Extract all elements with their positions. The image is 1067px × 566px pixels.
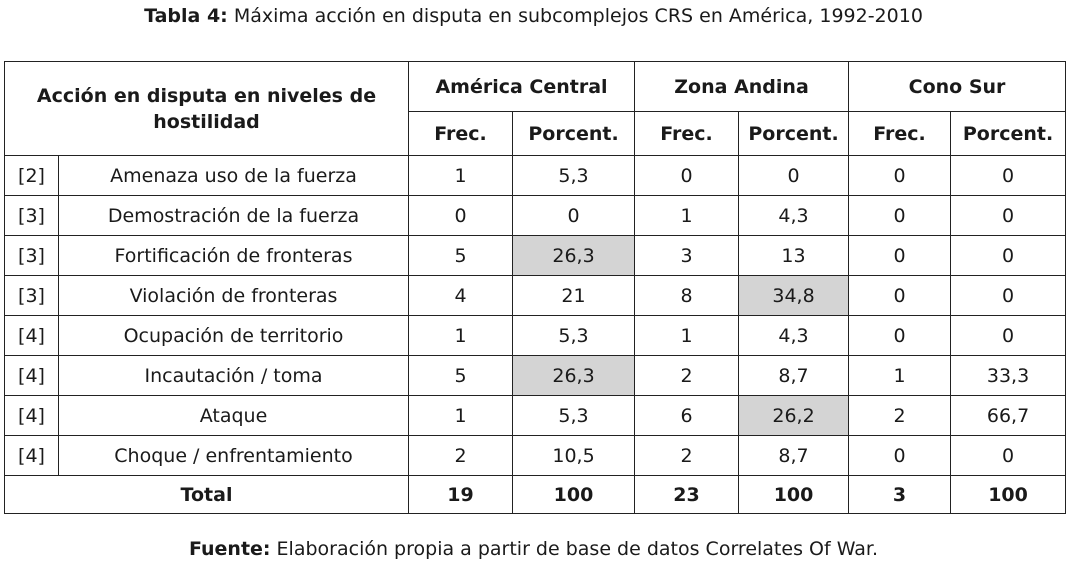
- cell-value: 8,7: [739, 356, 849, 396]
- cell-value: 0: [849, 236, 951, 276]
- level-code: [3]: [5, 196, 59, 236]
- cell-value: 0: [849, 156, 951, 196]
- cell-value: 4,3: [739, 196, 849, 236]
- cell-value: 1: [849, 356, 951, 396]
- cell-value: 0: [635, 156, 739, 196]
- cell-value: 4: [409, 276, 513, 316]
- cell-value: 5: [409, 236, 513, 276]
- cell-value: 0: [739, 156, 849, 196]
- table-caption: [0, 4, 1067, 28]
- cell-value: 8: [635, 276, 739, 316]
- total-value: 100: [951, 476, 1066, 514]
- region-header: Zona Andina: [635, 62, 849, 112]
- cell-value: 0: [951, 196, 1066, 236]
- action-label: Incautación / toma: [59, 356, 409, 396]
- highlighted-cell: 26,3: [513, 236, 635, 276]
- cell-value: 1: [409, 156, 513, 196]
- cell-value: 8,7: [739, 436, 849, 476]
- table-row: [5, 436, 1066, 476]
- cell-value: 1: [635, 196, 739, 236]
- cell-value: 5,3: [513, 156, 635, 196]
- total-value: 19: [409, 476, 513, 514]
- source-text: Elaboración propia a partir de base de datos Correlates Of War.: [270, 538, 879, 560]
- subheader: Porcent.: [513, 112, 635, 156]
- action-label: Demostración de la fuerza: [59, 196, 409, 236]
- action-label: Choque / enfrentamiento: [59, 436, 409, 476]
- subheader: Porcent.: [739, 112, 849, 156]
- caption-text: Máxima acción en disputa en subcomplejos CRS en América, 1992-2010: [227, 5, 923, 27]
- cell-value: 0: [951, 276, 1066, 316]
- cell-value: 5,3: [513, 316, 635, 356]
- source-label: Fuente:: [188, 538, 271, 560]
- level-code: [4]: [5, 316, 59, 356]
- table-row: [5, 156, 1066, 196]
- table-row: [5, 396, 1066, 436]
- table-row: [5, 316, 1066, 356]
- cell-value: 13: [739, 236, 849, 276]
- cell-value: 0: [409, 196, 513, 236]
- cell-value: 6: [635, 396, 739, 436]
- action-label: Amenaza uso de la fuerza: [59, 156, 409, 196]
- highlighted-cell: 26,2: [739, 396, 849, 436]
- subheader: Frec.: [635, 112, 739, 156]
- cell-value: 10,5: [513, 436, 635, 476]
- cell-value: 3: [635, 236, 739, 276]
- total-label: Total: [5, 476, 409, 514]
- cell-value: 5,3: [513, 396, 635, 436]
- cell-value: 2: [409, 436, 513, 476]
- table-row: [5, 236, 1066, 276]
- action-label: Ocupación de territorio: [59, 316, 409, 356]
- data-table: [4, 61, 1066, 514]
- cell-value: 1: [409, 316, 513, 356]
- cell-value: 0: [513, 196, 635, 236]
- action-label: Violación de fronteras: [59, 276, 409, 316]
- level-code: [4]: [5, 396, 59, 436]
- total-value: 100: [739, 476, 849, 514]
- cell-value: 0: [849, 316, 951, 356]
- subheader: Frec.: [409, 112, 513, 156]
- cell-value: 4,3: [739, 316, 849, 356]
- action-label: Ataque: [59, 396, 409, 436]
- cell-value: 0: [849, 436, 951, 476]
- level-code: [2]: [5, 156, 59, 196]
- table-row: [5, 356, 1066, 396]
- cell-value: 66,7: [951, 396, 1066, 436]
- level-code: [3]: [5, 236, 59, 276]
- cell-value: 0: [951, 316, 1066, 356]
- cell-value: 0: [951, 436, 1066, 476]
- caption-label: Tabla 4:: [144, 5, 228, 27]
- subheader: Frec.: [849, 112, 951, 156]
- cell-value: 5: [409, 356, 513, 396]
- region-header: Cono Sur: [849, 62, 1066, 112]
- table-row: [5, 276, 1066, 316]
- cell-value: 21: [513, 276, 635, 316]
- action-label: Fortificación de fronteras: [59, 236, 409, 276]
- subheader: Porcent.: [951, 112, 1066, 156]
- cell-value: 0: [849, 276, 951, 316]
- cell-value: 2: [849, 396, 951, 436]
- cell-value: 2: [635, 356, 739, 396]
- cell-value: 1: [635, 316, 739, 356]
- total-row: [5, 476, 1066, 514]
- source-note: [0, 537, 1067, 561]
- cell-value: 0: [849, 196, 951, 236]
- cell-value: 2: [635, 436, 739, 476]
- level-code: [4]: [5, 436, 59, 476]
- highlighted-cell: 26,3: [513, 356, 635, 396]
- cell-value: 1: [409, 396, 513, 436]
- total-value: 23: [635, 476, 739, 514]
- total-value: 100: [513, 476, 635, 514]
- cell-value: 33,3: [951, 356, 1066, 396]
- region-header: América Central: [409, 62, 635, 112]
- cell-value: 0: [951, 156, 1066, 196]
- level-code: [3]: [5, 276, 59, 316]
- row-header: Acción en disputa en niveles de hostilidad: [5, 62, 409, 156]
- level-code: [4]: [5, 356, 59, 396]
- highlighted-cell: 34,8: [739, 276, 849, 316]
- table-row: [5, 196, 1066, 236]
- total-value: 3: [849, 476, 951, 514]
- cell-value: 0: [951, 236, 1066, 276]
